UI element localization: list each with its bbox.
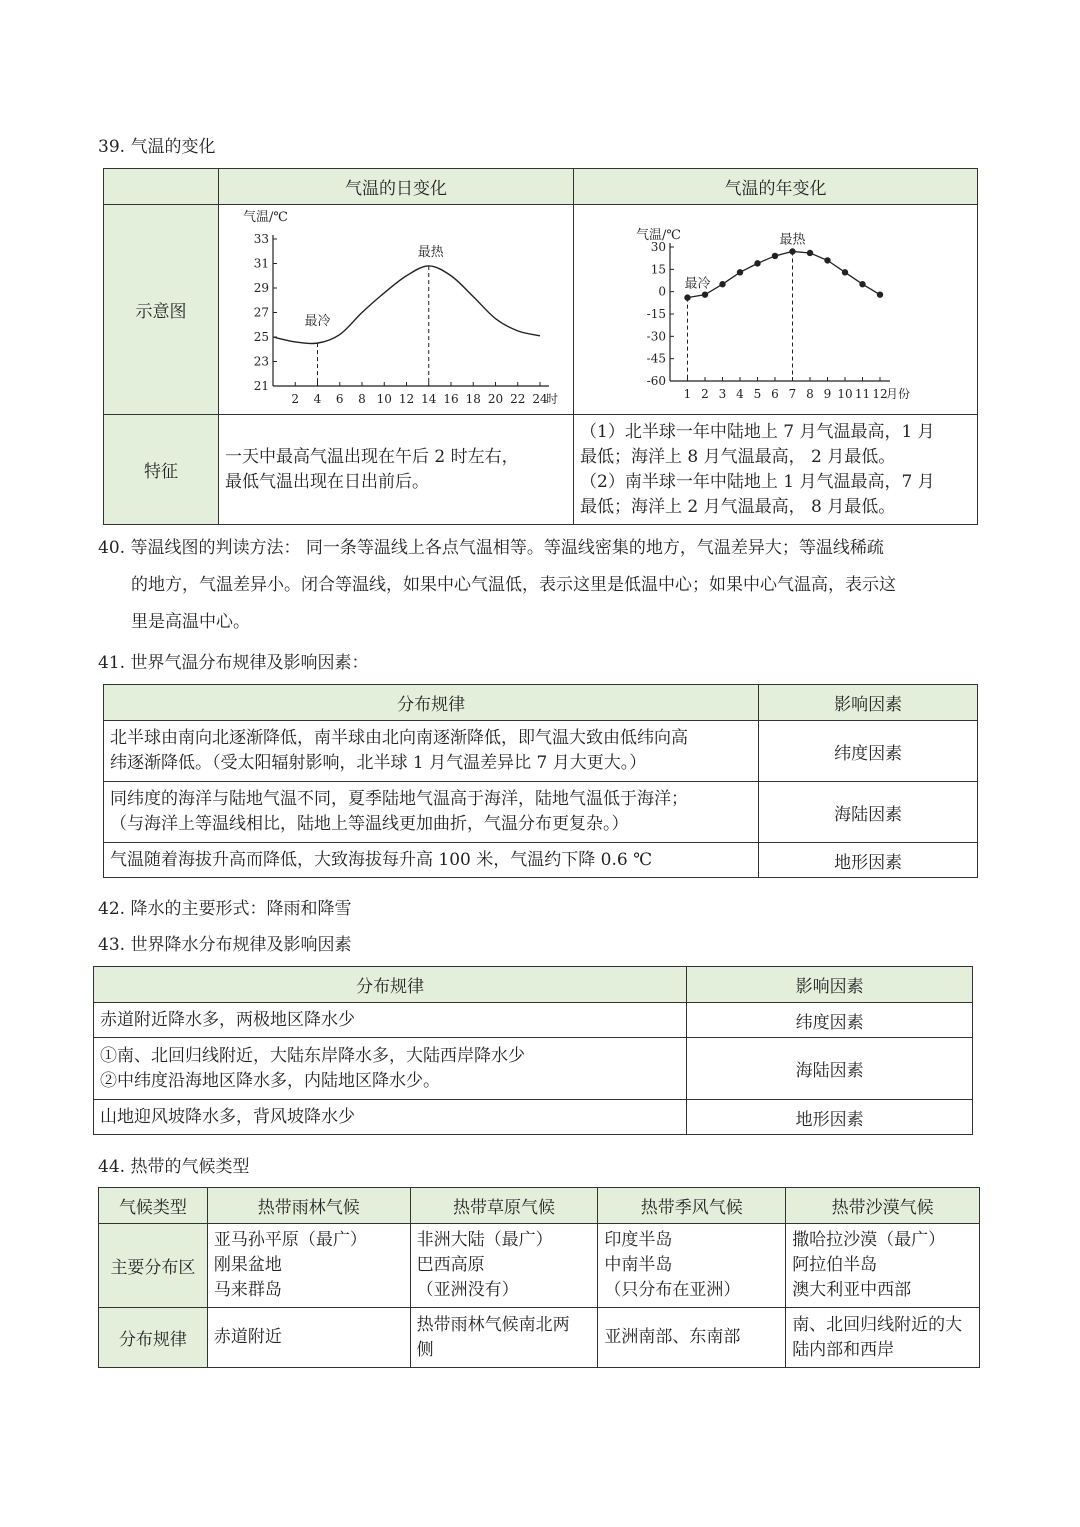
y-tick-label: -60 <box>646 374 666 388</box>
x-tick-label: 11 <box>854 387 871 401</box>
header-climate-type: 气候类型 <box>99 1188 208 1224</box>
temperature-change-table <box>103 168 978 525</box>
data-point <box>754 260 760 266</box>
data-point <box>772 253 778 259</box>
region-line: 印度半岛 <box>604 1230 673 1250</box>
x-tick-label: 16 <box>443 392 459 406</box>
rule-line: 气温随着海拔升高而降低，大致海拔每升高 100 米，气温约下降 0.6 ℃ <box>110 849 653 870</box>
data-point <box>824 257 830 263</box>
y-tick-label: -15 <box>646 307 666 321</box>
tropical-climate-table <box>98 1187 980 1368</box>
y-tick-label: 29 <box>253 281 269 295</box>
y-tick-label: 21 <box>253 379 269 393</box>
section-40-line: 里是高温中心。 <box>131 612 250 632</box>
header-rule: 分布规律 <box>94 967 687 1003</box>
section-41-title: 41. 世界气温分布规律及影响因素： <box>98 653 369 673</box>
daily-chart-cell <box>219 205 574 415</box>
annotation-label: 最热 <box>417 244 444 260</box>
header-factor: 影响因素 <box>687 967 973 1003</box>
header-desert: 热带沙漠气候 <box>786 1188 980 1224</box>
x-axis-label: 月份 <box>886 387 911 401</box>
rule-line: （与海洋上等温线相比，陆地上等温线更加曲折，气温分布更复杂。） <box>110 814 629 834</box>
factor-cell: 纬度因素 <box>687 1003 973 1038</box>
temperature-distribution-table <box>103 684 978 878</box>
header-rainforest: 热带雨林气候 <box>207 1188 410 1224</box>
region-line: 马来群岛 <box>213 1280 282 1300</box>
annual-feature-line: 最低；海洋上 8 月气温最高， 2 月最低。 <box>580 446 896 467</box>
annual-chart-cell <box>574 205 978 415</box>
y-tick-label: 31 <box>253 256 269 271</box>
daily-feature <box>219 415 574 525</box>
x-tick-label: 14 <box>421 392 437 406</box>
temperature-line <box>688 251 881 297</box>
header-daily: 气温的日变化 <box>219 169 574 205</box>
y-tick-label: 23 <box>253 354 269 369</box>
annual-temperature-chart <box>574 205 977 409</box>
region-line: 澳大利亚中西部 <box>792 1280 912 1300</box>
x-tick-label: 2 <box>701 387 709 401</box>
header-empty <box>104 169 219 205</box>
section-44-title: 44. 热带的气候类型 <box>98 1157 250 1177</box>
region-line: 撒哈拉沙漠（最广） <box>792 1230 946 1250</box>
rule-line: 山地迎风坡降水多，背风坡降水少 <box>100 1106 355 1127</box>
annual-feature-line: （2）南半球一年中陆地上 1 月气温最高，7 月 <box>580 471 935 492</box>
region-cell <box>207 1224 410 1308</box>
annual-feature-line: （1）北半球一年中陆地上 7 月气温最高，1 月 <box>580 421 935 442</box>
x-tick-label: 2 <box>291 392 300 406</box>
daily-feature-line: 一天中最高气温出现在午后 2 时左右， <box>225 446 519 467</box>
x-tick-label: 12 <box>398 392 415 406</box>
y-tick-label: 25 <box>253 330 269 344</box>
y-tick-label: -30 <box>646 329 666 344</box>
annual-feature-line: 最低；海洋上 2 月气温最高， 8 月最低。 <box>580 496 896 517</box>
y-tick-label: 33 <box>253 232 269 246</box>
data-point <box>859 281 865 287</box>
row-label-pattern: 分布规律 <box>99 1308 208 1368</box>
x-tick-label: 4 <box>736 387 744 401</box>
y-tick-label: 0 <box>658 284 666 299</box>
x-tick-label: 3 <box>718 387 727 401</box>
x-tick-label: 20 <box>487 392 504 406</box>
x-tick-label: 24 <box>532 392 548 406</box>
x-tick-label: 10 <box>376 392 392 406</box>
section-43-title: 43. 世界降水分布规律及影响因素 <box>98 935 352 955</box>
x-tick-label: 5 <box>753 387 762 401</box>
x-tick-label: 6 <box>335 392 344 406</box>
region-cell <box>410 1224 598 1308</box>
data-point <box>702 291 708 297</box>
y-tick-label: 27 <box>253 305 269 320</box>
rule-cell <box>104 721 759 782</box>
x-tick-label: 10 <box>837 387 853 401</box>
rule-line: ①南、北回归线附近，大陆东岸降水多，大陆西岸降水少 <box>100 1045 525 1066</box>
x-tick-label: 1 <box>683 387 692 401</box>
data-point <box>807 250 813 256</box>
factor-cell: 地形因素 <box>759 843 978 878</box>
section-39-title: 39. 气温的变化 <box>98 137 216 157</box>
row-label-feature: 特征 <box>104 415 219 525</box>
x-tick-label: 6 <box>771 387 779 401</box>
rule-cell <box>94 1003 687 1038</box>
region-line: 中南半岛 <box>604 1255 673 1275</box>
daily-temperature-chart <box>219 205 573 409</box>
row-label-region: 主要分布区 <box>99 1224 208 1308</box>
region-cell <box>786 1224 980 1308</box>
factor-cell: 纬度因素 <box>759 721 978 782</box>
y-tick-label: -45 <box>646 351 666 366</box>
pattern-line: 南、北回归线附近的大 <box>792 1314 963 1335</box>
y-tick-label: 15 <box>650 262 666 277</box>
pattern-cell <box>410 1308 598 1368</box>
annotation-label: 最冷 <box>304 314 331 330</box>
pattern-line: 赤道附近 <box>213 1327 282 1347</box>
x-tick-label: 4 <box>313 392 322 406</box>
annotation-label: 最热 <box>779 232 806 248</box>
pattern-cell <box>598 1308 786 1368</box>
rule-line: 纬逐渐降低。（受太阳辐射影响，北半球 1 月气温差异比 7 月大更大。） <box>110 753 647 773</box>
data-point <box>842 269 848 275</box>
annotation-label: 最冷 <box>684 276 711 292</box>
rule-line: ②中纬度沿海地区降水多，内陆地区降水少。 <box>100 1070 440 1091</box>
x-tick-label: 22 <box>510 392 526 406</box>
region-line: 刚果盆地 <box>213 1255 282 1275</box>
section-40-line: 40. 等温线图的判读方法： 同一条等温线上各点气温相等。等温线密集的地方，气温差异大；等温线稀疏 <box>98 538 884 558</box>
pattern-cell <box>786 1308 980 1368</box>
rule-line: 北半球由南向北逐渐降低，南半球由北向南逐渐降低，即气温大致由低纬向高 <box>110 728 688 748</box>
region-line: （只分布在亚洲） <box>604 1280 741 1300</box>
rule-cell <box>94 1038 687 1100</box>
rule-cell <box>94 1100 687 1135</box>
region-line: 非洲大陆（最广） <box>416 1230 553 1250</box>
annual-feature <box>574 415 978 525</box>
x-tick-label: 12 <box>872 387 888 401</box>
x-axis-label: 时 <box>546 392 559 406</box>
pattern-line: 侧 <box>416 1339 434 1360</box>
region-cell <box>598 1224 786 1308</box>
x-tick-label: 8 <box>806 387 814 401</box>
header-annual: 气温的年变化 <box>574 169 978 205</box>
rule-cell <box>104 782 759 843</box>
pattern-cell <box>207 1308 410 1368</box>
factor-cell: 地形因素 <box>687 1100 973 1135</box>
y-axis-label: 气温/℃ <box>636 228 681 243</box>
precipitation-distribution-table <box>93 966 973 1135</box>
header-factor: 影响因素 <box>759 685 978 721</box>
section-40-line: 的地方，气温差异小。闭合等温线，如果中心气温低，表示这里是低温中心；如果中心气温高，表示这 <box>131 575 896 595</box>
daily-feature-line: 最低气温出现在日出前后。 <box>225 471 429 492</box>
x-tick-label: 7 <box>788 387 797 401</box>
factor-cell: 海陆因素 <box>759 782 978 843</box>
region-line: 阿拉伯半岛 <box>792 1255 878 1275</box>
factor-cell: 海陆因素 <box>687 1038 973 1100</box>
y-axis-label: 气温/℃ <box>243 210 288 225</box>
data-point <box>737 269 743 275</box>
header-rule: 分布规律 <box>104 685 759 721</box>
rule-cell <box>104 843 759 878</box>
region-line: 亚马孙平原（最广） <box>213 1230 367 1250</box>
row-label-diagram: 示意图 <box>104 205 219 415</box>
data-point <box>877 291 883 297</box>
x-tick-label: 18 <box>465 392 481 406</box>
header-savanna: 热带草原气候 <box>410 1188 598 1224</box>
section-40-paragraph <box>98 530 988 641</box>
x-tick-label: 8 <box>358 392 366 406</box>
header-monsoon: 热带季风气候 <box>598 1188 786 1224</box>
rule-line: 同纬度的海洋与陆地气温不同，夏季陆地气温高于海洋，陆地气温低于海洋； <box>110 789 688 809</box>
data-point <box>719 281 725 287</box>
region-line: （亚洲没有） <box>416 1280 519 1300</box>
pattern-line: 热带雨林气候南北两 <box>416 1314 570 1335</box>
rule-line: 赤道附近降水多，两极地区降水少 <box>100 1009 355 1030</box>
x-tick-label: 9 <box>823 387 832 401</box>
region-line: 巴西高原 <box>416 1255 485 1275</box>
y-tick-label: 30 <box>650 240 666 254</box>
temperature-curve <box>273 266 540 344</box>
pattern-line: 亚洲南部、东南部 <box>604 1327 741 1347</box>
section-42-title: 42. 降水的主要形式：降雨和降雪 <box>98 899 352 919</box>
pattern-line: 陆内部和西岸 <box>792 1339 895 1360</box>
